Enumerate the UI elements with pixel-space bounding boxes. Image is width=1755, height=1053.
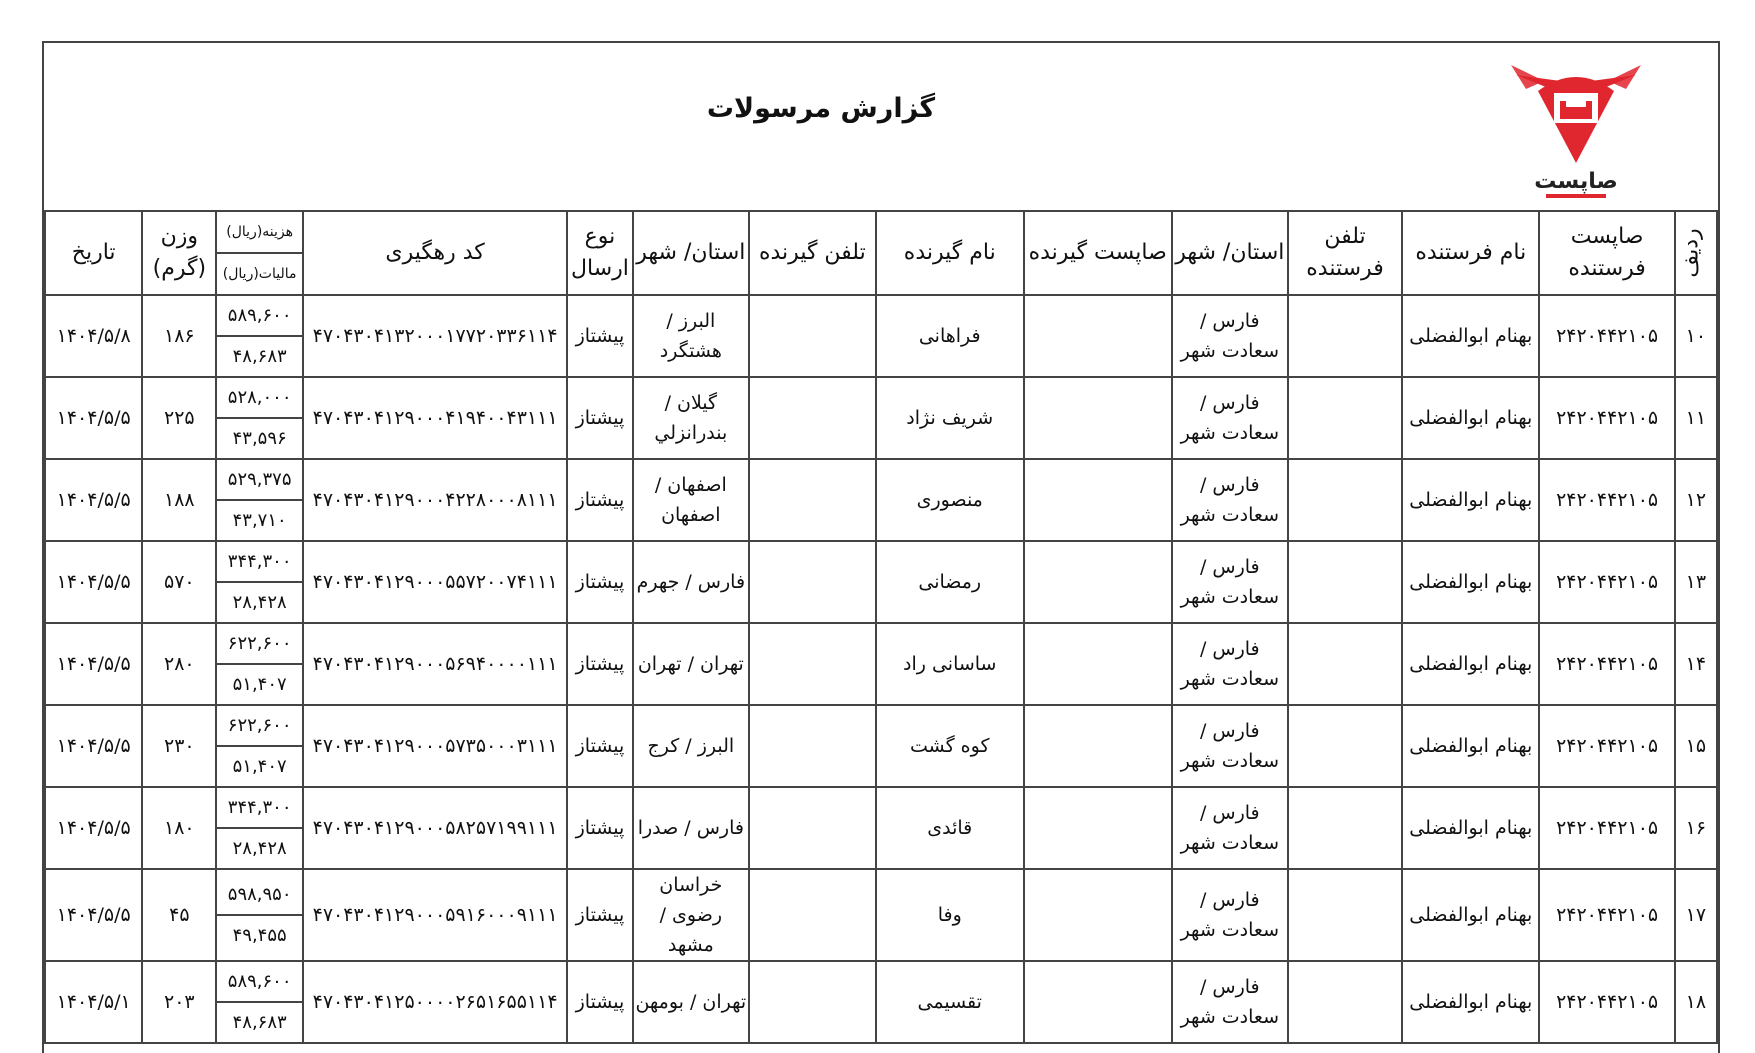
cell-row-no: ۱۱	[1675, 377, 1717, 459]
cell-send-type: پیشتاز	[567, 705, 633, 787]
cell-sender-code: ۲۴۲۰۴۴۲۱۰۵	[1539, 961, 1674, 1043]
shipments-table	[44, 210, 1718, 1044]
table-row	[45, 869, 1717, 961]
header-tracking-code: کد رهگیری	[303, 211, 567, 295]
cell-receiver-phone	[749, 869, 876, 961]
cell-date: ۱۴۰۴/۵/۵	[45, 869, 142, 961]
cell-weight: ۲۳۰	[142, 705, 216, 787]
cell-date: ۱۴۰۴/۵/۸	[45, 295, 142, 377]
sapost-logo-text: صاپست	[1534, 169, 1618, 194]
cell-sender-province-city: فارس / سعادت شهر	[1172, 705, 1288, 787]
cell-tax: ۴۹,۴۵۵	[232, 924, 287, 946]
cell-cost-tax	[216, 541, 303, 623]
cell-cost-tax	[216, 459, 303, 541]
header-send-type: نوع ارسال	[567, 211, 633, 295]
cell-weight: ۲۰۳	[142, 961, 216, 1043]
cell-sender-name: بهنام ابوالفضلی	[1402, 541, 1539, 623]
cell-receiver-phone	[749, 295, 876, 377]
cell-tax: ۵۱,۴۰۷	[232, 673, 287, 695]
cell-sender-phone	[1288, 787, 1402, 869]
table-row	[45, 459, 1717, 541]
cell-row-no: ۱۴	[1675, 623, 1717, 705]
cell-sender-province-city: فارس / سعادت شهر	[1172, 961, 1288, 1043]
cell-cost: ۳۴۴,۳۰۰	[217, 542, 302, 583]
cell-sender-province-city: فارس / سعادت شهر	[1172, 377, 1288, 459]
cell-cost-tax	[216, 623, 303, 705]
cell-sender-code: ۲۴۲۰۴۴۲۱۰۵	[1539, 869, 1674, 961]
cell-sender-phone	[1288, 541, 1402, 623]
cell-sender-name: بهنام ابوالفضلی	[1402, 459, 1539, 541]
cell-receiver-phone	[749, 787, 876, 869]
cell-cost-tax	[216, 869, 303, 961]
cell-receiver-name: ساسانی راد	[876, 623, 1024, 705]
cell-receiver-code	[1024, 295, 1172, 377]
cell-receiver-code	[1024, 869, 1172, 961]
cell-sender-province-city: فارس / سعادت شهر	[1172, 459, 1288, 541]
cell-cost: ۵۲۹,۳۷۵	[217, 460, 302, 501]
cell-receiver-province-city: تهران / بومهن	[633, 961, 749, 1043]
cell-date: ۱۴۰۴/۵/۵	[45, 541, 142, 623]
header-receiver-phone: تلفن گیرنده	[749, 211, 876, 295]
cell-receiver-code	[1024, 787, 1172, 869]
cell-weight: ۲۸۰	[142, 623, 216, 705]
header-date: تاریخ	[45, 211, 142, 295]
cell-cost: ۵۲۸,۰۰۰	[217, 378, 302, 419]
cell-receiver-code	[1024, 377, 1172, 459]
cell-cost: ۶۲۲,۶۰۰	[217, 624, 302, 665]
cell-tracking-code: ۴۷۰۴۳۰۴۱۲۹۰۰۰۵۵۷۲۰۰۷۴۱۱۱	[303, 541, 567, 623]
cell-cost: ۵۹۸,۹۵۰	[217, 875, 302, 916]
cell-tax: ۴۸,۶۸۳	[232, 345, 287, 367]
cell-sender-province-city: فارس / سعادت شهر	[1172, 541, 1288, 623]
cell-receiver-name: رمضانی	[876, 541, 1024, 623]
cell-sender-code: ۲۴۲۰۴۴۲۱۰۵	[1539, 377, 1674, 459]
table-row	[45, 961, 1717, 1043]
cell-receiver-code	[1024, 459, 1172, 541]
cell-receiver-phone	[749, 459, 876, 541]
cell-date: ۱۴۰۴/۵/۵	[45, 459, 142, 541]
cell-row-no: ۱۶	[1675, 787, 1717, 869]
sapost-logo-icon	[1506, 55, 1646, 205]
cell-sender-name: بهنام ابوالفضلی	[1402, 869, 1539, 961]
cell-weight: ۵۷۰	[142, 541, 216, 623]
cell-receiver-phone	[749, 377, 876, 459]
cell-date: ۱۴۰۴/۵/۵	[45, 377, 142, 459]
cell-receiver-province-city: فارس / صدرا	[633, 787, 749, 869]
cell-receiver-code	[1024, 623, 1172, 705]
cell-receiver-phone	[749, 541, 876, 623]
cell-sender-name: بهنام ابوالفضلی	[1402, 623, 1539, 705]
header-cost: هزینه(ریال)	[217, 212, 302, 254]
cell-sender-name: بهنام ابوالفضلی	[1402, 787, 1539, 869]
cell-sender-code: ۲۴۲۰۴۴۲۱۰۵	[1539, 787, 1674, 869]
cell-row-no: ۱۲	[1675, 459, 1717, 541]
report-frame	[42, 41, 1720, 1053]
cell-sender-phone	[1288, 623, 1402, 705]
cell-sender-province-city: فارس / سعادت شهر	[1172, 787, 1288, 869]
header-receiver-province-city: استان/ شهر	[633, 211, 749, 295]
table-row	[45, 295, 1717, 377]
table-row	[45, 623, 1717, 705]
cell-cost-tax	[216, 705, 303, 787]
cell-tracking-code: ۴۷۰۴۳۰۴۱۲۹۰۰۰۵۶۹۴۰۰۰۰۱۱۱	[303, 623, 567, 705]
cell-receiver-province-city: اصفهان / اصفهان	[633, 459, 749, 541]
cell-sender-code: ۲۴۲۰۴۴۲۱۰۵	[1539, 295, 1674, 377]
cell-receiver-phone	[749, 961, 876, 1043]
cell-receiver-name: کوه گشت	[876, 705, 1024, 787]
cell-weight: ۴۵	[142, 869, 216, 961]
table-row	[45, 541, 1717, 623]
cell-tax: ۴۳,۷۱۰	[232, 509, 287, 531]
header-row-no: ردیف	[1675, 211, 1717, 295]
cell-receiver-name: وفا	[876, 869, 1024, 961]
cell-receiver-province-city: البرز / هشتگرد	[633, 295, 749, 377]
cell-receiver-code	[1024, 541, 1172, 623]
cell-tax: ۲۸,۴۲۸	[232, 837, 287, 859]
cell-receiver-province-city: فارس / جهرم	[633, 541, 749, 623]
cell-weight: ۱۸۰	[142, 787, 216, 869]
report-title: گزارش مرسولات	[706, 93, 936, 124]
report-header	[44, 43, 1718, 212]
cell-send-type: پیشتاز	[567, 623, 633, 705]
cell-sender-name: بهنام ابوالفضلی	[1402, 377, 1539, 459]
cell-sender-code: ۲۴۲۰۴۴۲۱۰۵	[1539, 459, 1674, 541]
header-sender-code: صاپست فرستنده	[1539, 211, 1674, 295]
cell-sender-phone	[1288, 295, 1402, 377]
cell-tracking-code: ۴۷۰۴۳۰۴۱۲۹۰۰۰۴۲۲۸۰۰۰۸۱۱۱	[303, 459, 567, 541]
cell-send-type: پیشتاز	[567, 787, 633, 869]
cell-send-type: پیشتاز	[567, 869, 633, 961]
cell-cost: ۵۸۹,۶۰۰	[217, 962, 302, 1003]
table-body	[45, 295, 1717, 1043]
cell-date: ۱۴۰۴/۵/۵	[45, 623, 142, 705]
cell-send-type: پیشتاز	[567, 961, 633, 1043]
header-sender-province-city: استان/ شهر	[1172, 211, 1288, 295]
cell-send-type: پیشتاز	[567, 459, 633, 541]
cell-receiver-code	[1024, 705, 1172, 787]
header-sender-name: نام فرستنده	[1402, 211, 1539, 295]
cell-row-no: ۱۷	[1675, 869, 1717, 961]
cell-tracking-code: ۴۷۰۴۳۰۴۱۲۵۰۰۰۰۲۶۵۱۶۵۵۱۱۴	[303, 961, 567, 1043]
cell-tracking-code: ۴۷۰۴۳۰۴۱۲۹۰۰۰۵۷۳۵۰۰۰۳۱۱۱	[303, 705, 567, 787]
cell-date: ۱۴۰۴/۵/۵	[45, 787, 142, 869]
cell-sender-phone	[1288, 705, 1402, 787]
cell-sender-province-city: فارس / سعادت شهر	[1172, 869, 1288, 961]
cell-tracking-code: ۴۷۰۴۳۰۴۱۳۲۰۰۰۱۷۷۲۰۳۳۶۱۱۴	[303, 295, 567, 377]
cell-receiver-province-city: البرز / کرج	[633, 705, 749, 787]
cell-receiver-province-city: گیلان / بندرانزلي	[633, 377, 749, 459]
cell-sender-province-city: فارس / سعادت شهر	[1172, 623, 1288, 705]
cell-cost: ۳۴۴,۳۰۰	[217, 788, 302, 829]
cell-tax: ۵۱,۴۰۷	[232, 755, 287, 777]
cell-tax: ۲۸,۴۲۸	[232, 591, 287, 613]
cell-sender-phone	[1288, 459, 1402, 541]
cell-receiver-name: شریف نژاد	[876, 377, 1024, 459]
cell-cost-tax	[216, 961, 303, 1043]
cell-tax: ۴۳,۵۹۶	[232, 427, 287, 449]
cell-sender-code: ۲۴۲۰۴۴۲۱۰۵	[1539, 705, 1674, 787]
cell-receiver-province-city: تهران / تهران	[633, 623, 749, 705]
cell-send-type: پیشتاز	[567, 295, 633, 377]
cell-date: ۱۴۰۴/۵/۵	[45, 705, 142, 787]
cell-receiver-phone	[749, 705, 876, 787]
cell-cost: ۵۸۹,۶۰۰	[217, 296, 302, 337]
header-receiver-name: نام گیرنده	[876, 211, 1024, 295]
cell-sender-code: ۲۴۲۰۴۴۲۱۰۵	[1539, 541, 1674, 623]
cell-tracking-code: ۴۷۰۴۳۰۴۱۲۹۰۰۰۵۹۱۶۰۰۰۹۱۱۱	[303, 869, 567, 961]
table-row	[45, 705, 1717, 787]
cell-receiver-name: فراهانی	[876, 295, 1024, 377]
cell-sender-phone	[1288, 869, 1402, 961]
cell-tracking-code: ۴۷۰۴۳۰۴۱۲۹۰۰۰۵۸۲۵۷۱۹۹۱۱۱	[303, 787, 567, 869]
header-sender-phone: تلفن فرستنده	[1288, 211, 1402, 295]
table-header-row	[45, 211, 1717, 295]
table-row	[45, 787, 1717, 869]
cell-receiver-name: قائدی	[876, 787, 1024, 869]
cell-receiver-code	[1024, 961, 1172, 1043]
cell-date: ۱۴۰۴/۵/۱	[45, 961, 142, 1043]
cell-row-no: ۱۸	[1675, 961, 1717, 1043]
cell-receiver-phone	[749, 623, 876, 705]
cell-row-no: ۱۰	[1675, 295, 1717, 377]
cell-row-no: ۱۳	[1675, 541, 1717, 623]
cell-row-no: ۱۵	[1675, 705, 1717, 787]
cell-send-type: پیشتاز	[567, 541, 633, 623]
cell-cost-tax	[216, 787, 303, 869]
cell-tracking-code: ۴۷۰۴۳۰۴۱۲۹۰۰۰۴۱۹۴۰۰۴۳۱۱۱	[303, 377, 567, 459]
cell-sender-name: بهنام ابوالفضلی	[1402, 705, 1539, 787]
cell-sender-phone	[1288, 961, 1402, 1043]
cell-weight: ۲۲۵	[142, 377, 216, 459]
cell-sender-name: بهنام ابوالفضلی	[1402, 961, 1539, 1043]
cell-cost-tax	[216, 295, 303, 377]
cell-receiver-name: تقسیمی	[876, 961, 1024, 1043]
cell-receiver-province-city: خراسان رضوی / مشهد	[633, 869, 749, 961]
table-row	[45, 377, 1717, 459]
cell-sender-province-city: فارس / سعادت شهر	[1172, 295, 1288, 377]
header-receiver-code: صاپست گیرنده	[1024, 211, 1172, 295]
cell-sender-name: بهنام ابوالفضلی	[1402, 295, 1539, 377]
header-tax: مالیات(ریال)	[222, 266, 297, 282]
cell-cost-tax	[216, 377, 303, 459]
cell-weight: ۱۸۸	[142, 459, 216, 541]
cell-tax: ۴۸,۶۸۳	[232, 1011, 287, 1033]
cell-weight: ۱۸۶	[142, 295, 216, 377]
cell-send-type: پیشتاز	[567, 377, 633, 459]
cell-cost: ۶۲۲,۶۰۰	[217, 706, 302, 747]
header-weight: وزن (گرم)	[142, 211, 216, 295]
cell-sender-phone	[1288, 377, 1402, 459]
cell-sender-code: ۲۴۲۰۴۴۲۱۰۵	[1539, 623, 1674, 705]
header-cost-tax	[216, 211, 303, 295]
cell-receiver-name: منصوری	[876, 459, 1024, 541]
